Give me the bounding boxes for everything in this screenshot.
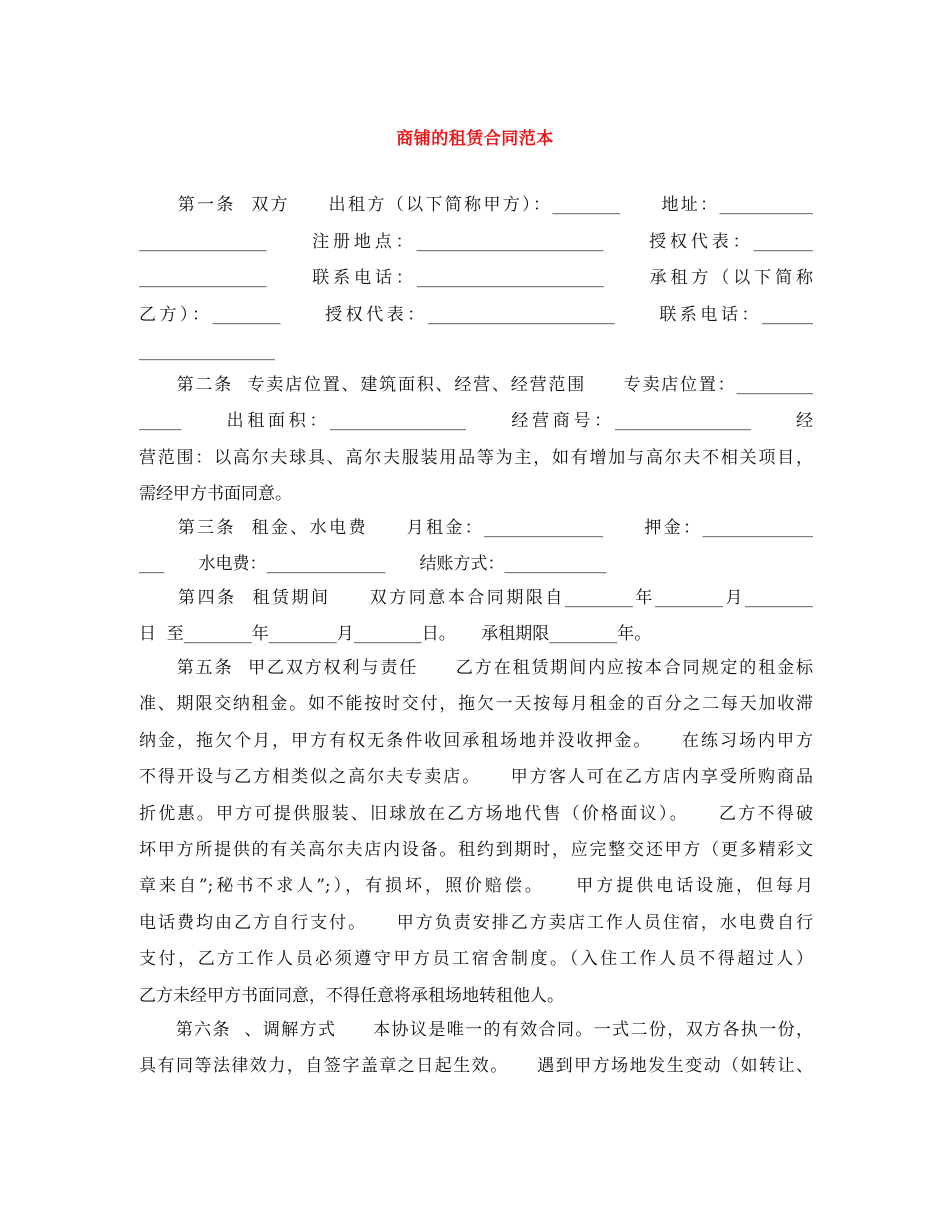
clause-2-line-2: _____ 出租面积：________________ 经营商号：________________ 经	[139, 411, 813, 431]
clause-5-line-10: 乙方未经甲方书面同意，不得任意将承租场地转租他人。	[139, 986, 564, 1006]
clause-1-line-2: _______________ 注册地点：______________________ 授权代表：_______	[139, 232, 813, 252]
clause-1-line-1: 第一条 双方 出租方（以下简称甲方）：________ 地址：___________	[139, 195, 813, 215]
clause-3-line-1: 第三条 租金、水电费 月租金：______________ 押金：_____________	[139, 518, 813, 538]
clause-5-line-6: 坏甲方所提供的有关高尔夫店内设备。租约到期时，应完整交还甲方（更多精彩文	[139, 840, 813, 860]
document-title: 商铺的租赁合同范本	[396, 129, 554, 149]
clause-2-line-1: 第二条 专卖店位置、建筑面积、经营、经营范围 专卖店位置：_________	[139, 375, 813, 395]
clause-1-line-5: ________________	[139, 341, 275, 361]
clause-4-line-2: 日 至________年________月________日。 承租期限________年。	[139, 624, 652, 644]
clause-3-line-2: ___ 水电费：______________ 结账方式：____________	[139, 554, 607, 574]
clause-5-line-2: 准、期限交纳租金。如不能按时交付，拖欠一天按每月租金的百分之二每天加收滞	[139, 694, 813, 714]
clause-5-line-9: 支付，乙方工作人员必须遵守甲方员工宿舍制度。（入住工作人员不得超过人）	[139, 949, 813, 969]
clause-5-line-8: 电话费均由乙方自行支付。 甲方负责安排乙方卖店工作人员住宿，水电费自行	[139, 913, 813, 933]
clause-6-line-1: 第六条 、调解方式 本协议是唯一的有效合同。一式二份，双方各执一份，	[139, 1020, 813, 1040]
clause-5-line-4: 不得开设与乙方相类似之高尔夫专卖店。 甲方客人可在乙方店内享受所购商品	[139, 767, 813, 787]
clause-1-line-3: _______________ 联系电话：______________________ 承租方（以下简称	[139, 268, 813, 288]
clause-1-line-4: 乙方）：________ 授权代表：______________________ 联系电话：______	[139, 305, 813, 325]
clause-5-line-7: 章来自”;秘书不求人”;），有损坏，照价赔偿。 甲方提供电话设施，但每月	[139, 876, 813, 896]
clause-5-line-5: 折优惠。甲方可提供服装、旧球放在乙方场地代售（价格面议）。 乙方不得破	[139, 804, 813, 824]
clause-2-line-4: 需经甲方书面同意。	[139, 484, 292, 504]
clause-2-line-3: 营范围：以高尔夫球具、高尔夫服装用品等为主，如有增加与高尔夫不相关项目，	[139, 448, 813, 468]
clause-6-line-2: 具有同等法律效力，自签字盖章之日起生效。 遇到甲方场地发生变动（如转让、	[139, 1056, 813, 1076]
clause-5-line-1: 第五条 甲乙双方权利与责任 乙方在租赁期间内应按本合同规定的租金标	[139, 658, 813, 678]
clause-5-line-3: 纳金，拖欠个月，甲方有权无条件收回承租场地并没收押金。 在练习场内甲方	[139, 731, 813, 751]
clause-4-line-1: 第四条 租赁期间 双方同意本合同期限自________年________月________	[139, 588, 813, 608]
